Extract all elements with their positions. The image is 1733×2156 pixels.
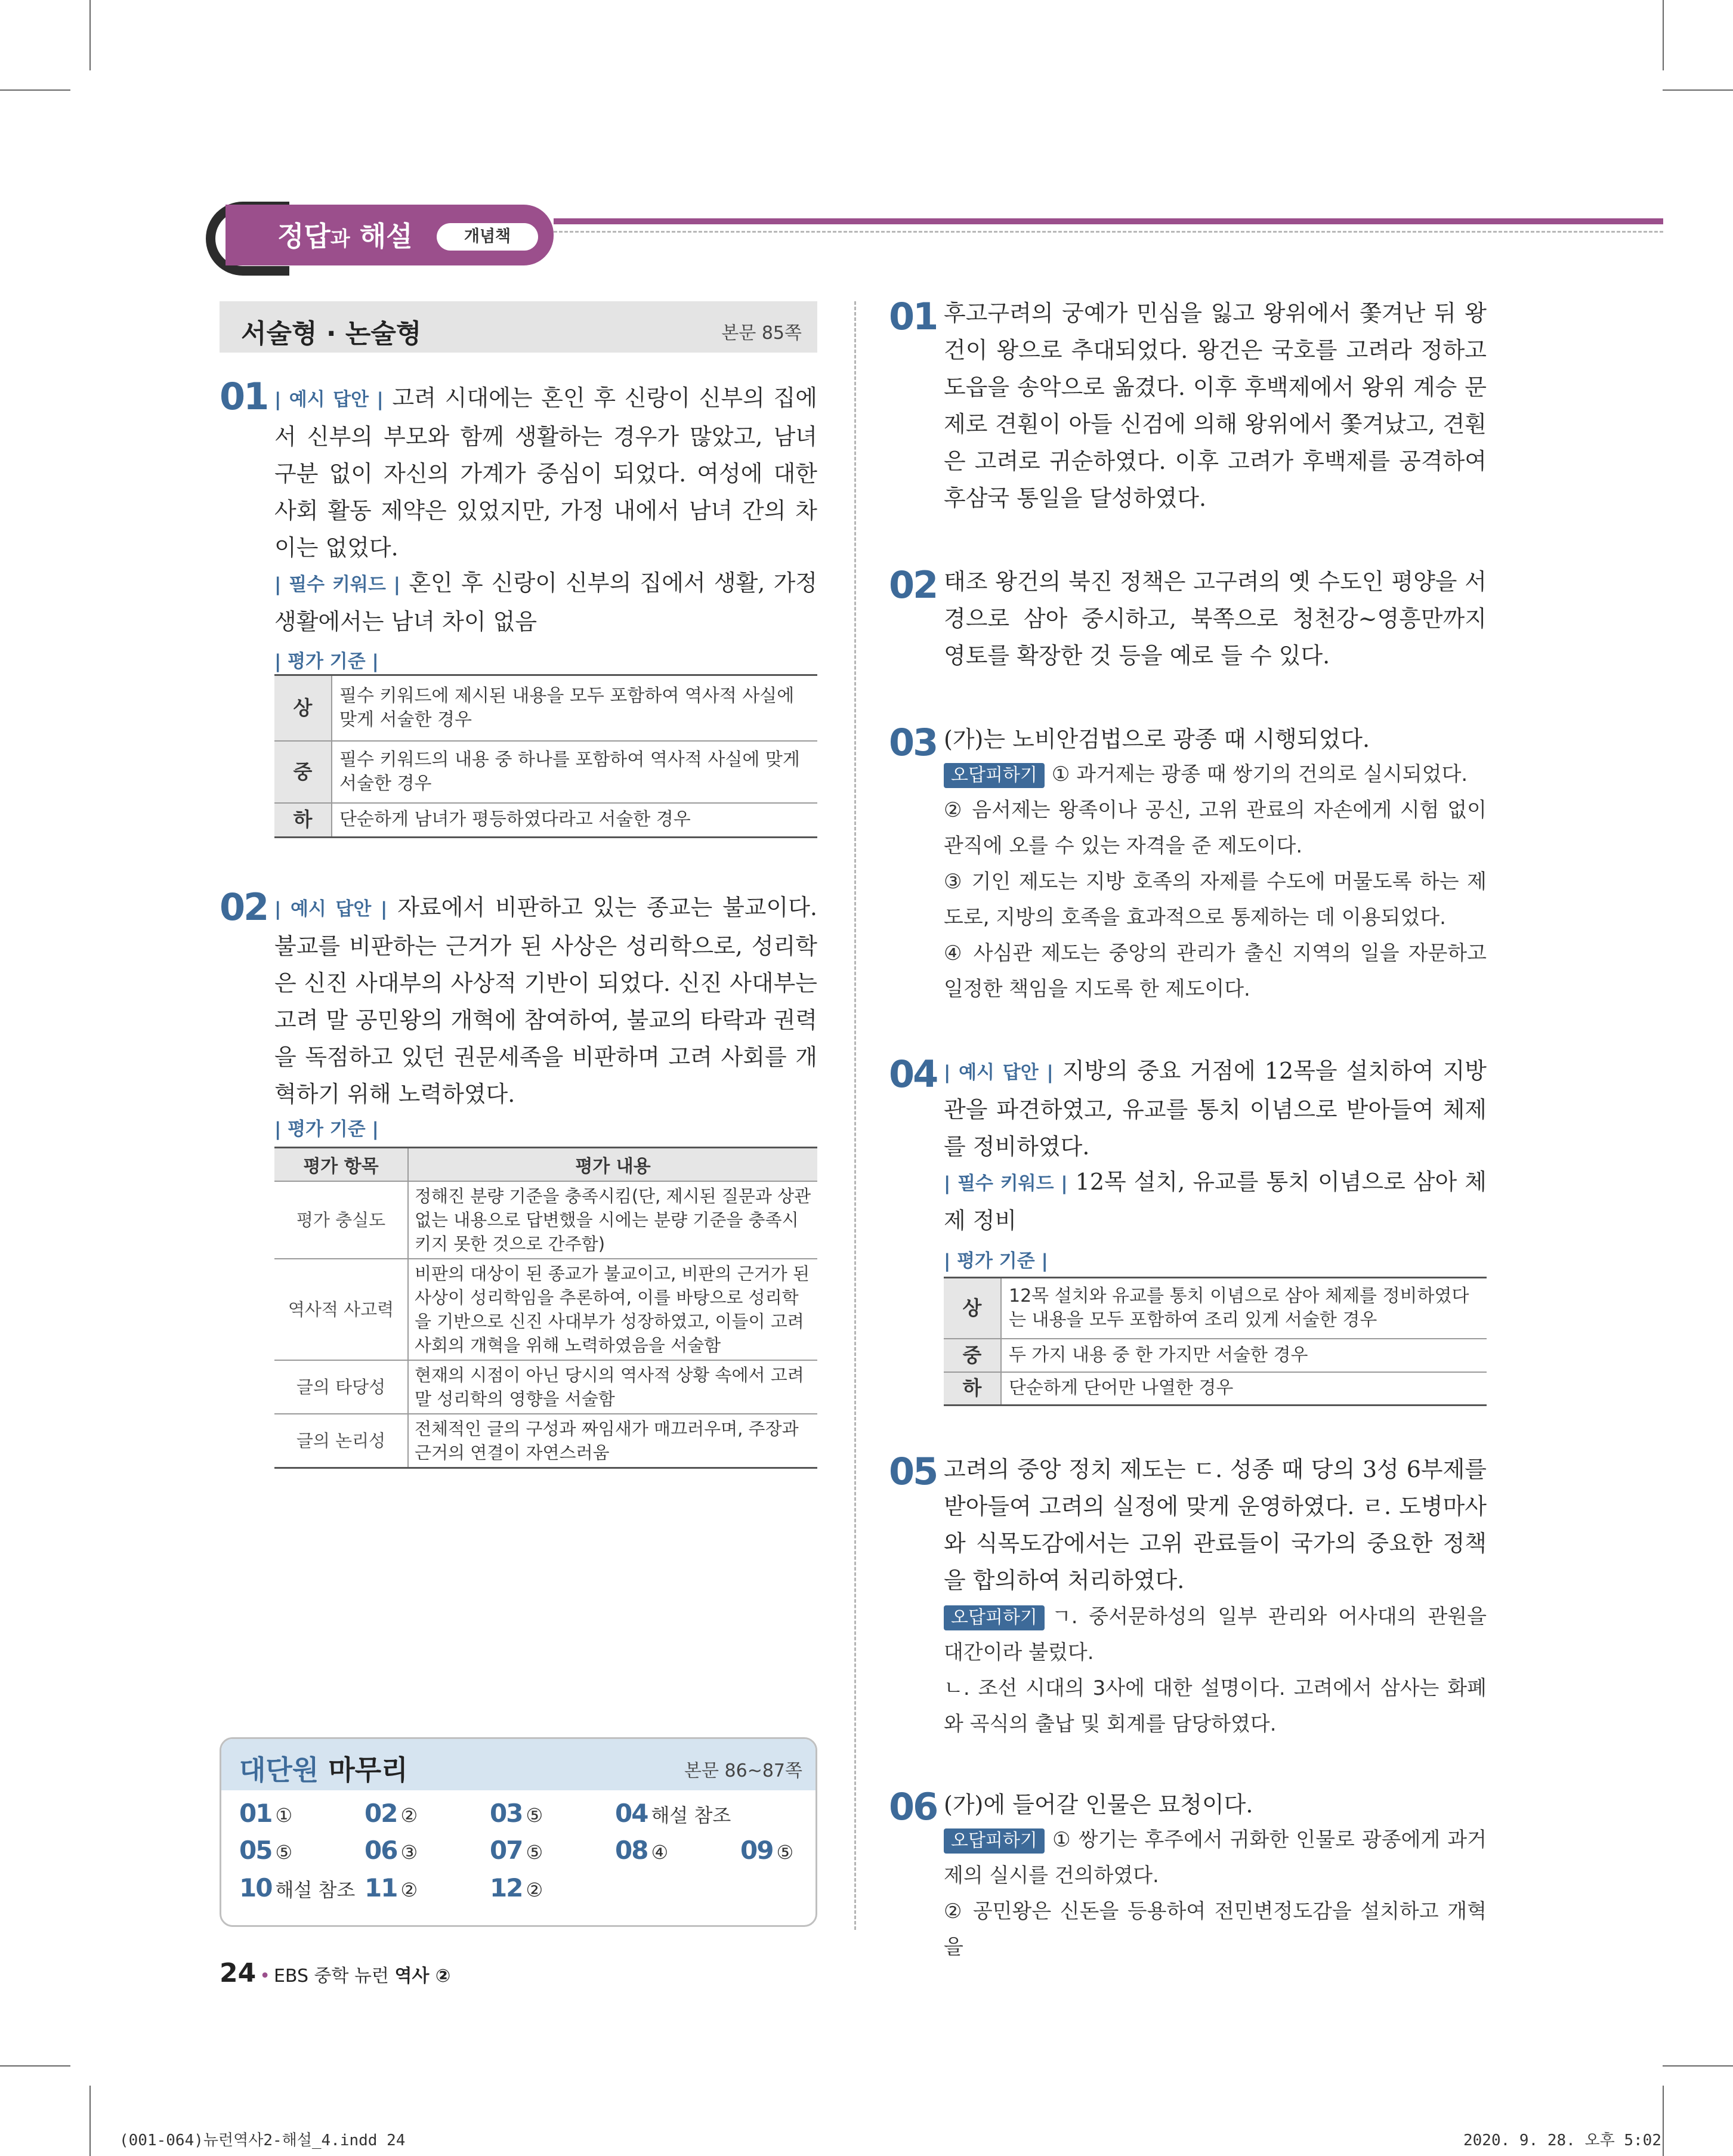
criteria-label: | 평가 기준 |	[274, 651, 379, 672]
note-line: ③ 기인 제도는 지방 호족의 자제를 수도에 머물도록 하는 제도로, 지방의 호족을 효과적으로 통제하는 데 이용되었다.	[944, 870, 1487, 929]
model-answer: | 예시 답안 | 고려 시대에는 혼인 후 신랑이 신부의 집에서 신부의 부모와 함께 생활하는 경우가 많았고, 남녀 구분 없이 자신의 가계가 중심이 되었다. 여성에 대한 사회 활동 제약은 있었지만, 가정 내에서 남녀 간의 차이는 없었다.	[274, 385, 818, 561]
eval-item: 평가 충실도	[274, 1181, 408, 1259]
question-number: 05	[889, 1450, 937, 1493]
table-row	[274, 1181, 817, 1259]
table-row	[274, 1360, 817, 1414]
summary-title: 대단원 마무리	[239, 1754, 408, 1786]
note-line: 오답피하기 ① 과거제는 광종 때 쌍기의 건의로 실시되었다.	[944, 756, 1487, 792]
print-slug-date: 2020. 9. 28. 오후 5:02	[1463, 2132, 1661, 2149]
note-line: ② 음서제는 왕족이나 공신, 고위 관료의 자손에게 시험 없이 관직에 오를 수 있는 자격을 준 제도이다.	[944, 798, 1487, 858]
crop-mark	[1663, 89, 1733, 91]
answer-item: 05 ⑤	[239, 1836, 293, 1865]
book-badge: 개념책	[437, 223, 538, 251]
book-title: EBS 중학 뉴런	[273, 1966, 395, 1987]
header-dash-rule	[554, 231, 1663, 233]
answer-item: 11 ②	[364, 1873, 418, 1902]
table-row	[944, 1372, 1487, 1406]
explanation-text: (가)에 들어갈 인물은 묘청이다.	[944, 1791, 1253, 1818]
eval-desc: 정해진 분량 기준을 충족시킴(단, 제시된 질문과 상관없는 내용으로 답변했을 시에는 분량 기준을 충족시키지 못한 것으로 간주함)	[408, 1181, 817, 1259]
question-number: 04	[889, 1052, 937, 1096]
grade-desc: 단순하게 남녀가 평등하였다라고 서술한 경우	[332, 803, 817, 838]
column-divider	[854, 301, 856, 1930]
table-row	[274, 1259, 817, 1360]
grade-cell: 하	[274, 803, 332, 838]
wrong-answer-notes	[944, 1822, 1487, 1965]
avoid-wrong-badge: 오답피하기	[944, 1605, 1045, 1630]
grade-desc: 단순하게 단어만 나열한 경우	[1001, 1372, 1487, 1406]
explanation-text: (가)는 노비안검법으로 광종 때 시행되었다.	[944, 726, 1370, 752]
header-rule	[554, 218, 1663, 224]
model-answer: | 예시 답안 | 지방의 중요 거점에 12목을 설치하여 지방관을 파견하였고, 유교를 통치 이념으로 받아들여 체제를 정비하였다.	[944, 1058, 1487, 1160]
section-title: 서술형 · 논술형	[241, 319, 422, 349]
grade-cell: 하	[944, 1372, 1001, 1406]
page-number: 24	[220, 1958, 257, 1988]
answer-tag: | 예시 답안 |	[274, 389, 384, 410]
answer-item: 01 ①	[239, 1799, 293, 1828]
crop-mark	[89, 0, 91, 70]
model-answer: | 예시 답안 | 자료에서 비판하고 있는 종교는 불교이다. 불교를 비판하는 근거가 된 사상은 성리학으로, 성리학은 신진 사대부의 사상적 기반이 되었다. 신진 사대부는 고려 말 공민왕의 개혁에 참여하여, 불교의 타락과 권력을 독점하고 있던 권문세족을 비판하며 고려 사회를 개혁하기 위해 노력하였다.	[274, 894, 817, 1107]
page-footer	[220, 1958, 450, 1988]
column-header: 평가 항목	[274, 1148, 408, 1181]
grade-desc: 필수 키워드에 제시된 내용을 모두 포함하여 역사적 사실에 맞게 서술한 경우	[332, 675, 817, 741]
answer-item: 10 해설 참조	[239, 1873, 356, 1902]
table-row	[944, 1339, 1487, 1372]
crop-mark	[0, 2065, 70, 2067]
print-slug-file: (001-064)뉴런역사2-해설_4.indd 24	[119, 2132, 406, 2149]
grade-table	[944, 1277, 1487, 1406]
question-number: 01	[220, 375, 268, 418]
book-title-bold: 역사 ②	[394, 1966, 451, 1987]
page-title: 정답과 해설	[277, 220, 413, 252]
grade-table	[274, 674, 817, 838]
eval-item: 글의 논리성	[274, 1414, 408, 1468]
question-number: 02	[220, 885, 268, 929]
eval-item: 역사적 사고력	[274, 1259, 408, 1360]
summary-header	[221, 1739, 815, 1790]
evaluation-table	[274, 1147, 817, 1469]
bullet-icon: •	[260, 1966, 270, 1987]
table-row	[944, 1278, 1487, 1339]
avoid-wrong-badge: 오답피하기	[944, 1828, 1045, 1854]
crop-mark	[1663, 0, 1664, 70]
question-number: 03	[889, 721, 937, 764]
answer-tag: | 예시 답안 |	[944, 1062, 1054, 1083]
summary-page-ref: 본문 86~87쪽	[684, 1760, 802, 1781]
required-keyword: | 필수 키워드 | 12목 설치, 유교를 통치 이념으로 삼아 체제 정비	[944, 1169, 1487, 1234]
table-row	[274, 803, 817, 838]
table-row	[274, 675, 817, 741]
question-number: 01	[889, 295, 937, 338]
table-row	[274, 741, 817, 803]
explanation-text: 후고구려의 궁예가 민심을 잃고 왕위에서 쫓겨난 뒤 왕건이 왕으로 추대되었다. 왕건은 국호를 고려라 정하고 도읍을 송악으로 옮겼다. 이후 후백제에서 왕위 계승 문제로 견훤이 아들 신검에 의해 왕위에서 쫓겨났고, 견훤은 고려로 귀순하였다. 이후 고려가 후백제를 공격하여 후삼국 통일을 달성하였다.	[944, 300, 1487, 511]
unit-summary-box	[220, 1737, 817, 1927]
keyword-tag: | 필수 키워드 |	[274, 574, 401, 595]
note-line: ㄴ. 조선 시대의 3사에 대한 설명이다. 고려에서 삼사는 화폐와 곡식의 출납 및 회계를 담당하였다.	[944, 1676, 1487, 1736]
grade-cell: 상	[274, 675, 332, 741]
answer-item: 03 ⑤	[490, 1799, 543, 1828]
keyword-tag: | 필수 키워드 |	[944, 1173, 1068, 1194]
grade-desc: 12목 설치와 유교를 통치 이념으로 삼아 체제를 정비하였다는 내용을 모두 포함하여 조리 있게 서술한 경우	[1001, 1278, 1487, 1339]
question-number: 06	[889, 1785, 937, 1828]
question-number: 02	[889, 563, 937, 607]
answer-tag: | 예시 답안 |	[274, 898, 388, 920]
table-header-row	[274, 1148, 817, 1181]
required-keyword: | 필수 키워드 | 혼인 후 신랑이 신부의 집에서 생활, 가정생활에서는 남녀 차이 없음	[274, 570, 817, 635]
crop-mark	[1663, 2086, 1664, 2156]
eval-item: 글의 타당성	[274, 1360, 408, 1414]
section-header	[220, 301, 817, 353]
answer-item: 07 ⑤	[490, 1836, 543, 1865]
answer-item: 09 ⑤	[740, 1836, 794, 1865]
wrong-answer-notes	[944, 1599, 1487, 1742]
section-page-ref: 본문 85쪽	[721, 323, 802, 344]
crop-mark	[0, 89, 70, 91]
explanation-text: 고려의 중앙 정치 제도는 ㄷ. 성종 때 당의 3성 6부제를 받아들여 고려의 실정에 맞게 운영하였다. ㄹ. 도병마사와 식목도감에서는 고위 관료들이 국가의 중요한 정책을 합의하여 처리하였다.	[944, 1456, 1487, 1593]
crop-mark	[1663, 2065, 1733, 2067]
note-line: ④ 사심관 제도는 중앙의 관리가 출신 지역의 일을 자문하고 일정한 책임을 지도록 한 제도이다.	[944, 941, 1487, 1001]
note-line: ② 공민왕은 신돈을 등용하여 전민변정도감을 설치하고 개혁을	[944, 1899, 1487, 1959]
grade-cell: 중	[274, 741, 332, 803]
criteria-label: | 평가 기준 |	[944, 1250, 1048, 1272]
explanation-text: 태조 왕건의 북진 정책은 고구려의 옛 수도인 평양을 서경으로 삼아 중시하고, 북쪽으로 청천강~영흥만까지 영토를 확장한 것 등을 예로 들 수 있다.	[944, 569, 1487, 669]
note-line: 오답피하기 ㄱ. 중서문하성의 일부 관리와 어사대의 관원을 대간이라 불렀다.	[944, 1605, 1487, 1664]
grade-desc: 필수 키워드의 내용 중 하나를 포함하여 역사적 사실에 맞게 서술한 경우	[332, 741, 817, 803]
eval-desc: 비판의 대상이 된 종교가 불교이고, 비판의 근거가 된 사상이 성리학임을 추론하여, 이를 바탕으로 성리학을 기반으로 신진 사대부가 성장하였고, 이들이 고려 사회의 개혁을 위해 노력하였음을 서술함	[408, 1259, 817, 1360]
note-line: 오답피하기 ① 쌍기는 후주에서 귀화한 인물로 광종에게 과거제의 실시를 건의하였다.	[944, 1828, 1487, 1888]
grade-cell: 중	[944, 1339, 1001, 1372]
eval-desc: 전체적인 글의 구성과 짜임새가 매끄러우며, 주장과 근거의 연결이 자연스러움	[408, 1414, 817, 1468]
answer-item: 04 해설 참조	[615, 1799, 731, 1828]
avoid-wrong-badge: 오답피하기	[944, 763, 1045, 788]
grade-cell: 상	[944, 1278, 1001, 1339]
column-header: 평가 내용	[408, 1148, 817, 1181]
grade-desc: 두 가지 내용 중 한 가지만 서술한 경우	[1001, 1339, 1487, 1372]
wrong-answer-notes	[944, 756, 1487, 1007]
answer-item: 06 ③	[364, 1836, 418, 1865]
answer-item: 02 ②	[364, 1799, 418, 1828]
crop-mark	[89, 2086, 91, 2156]
answer-item: 12 ②	[490, 1873, 543, 1902]
answer-item: 08 ④	[615, 1836, 669, 1865]
eval-desc: 현재의 시점이 아닌 당시의 역사적 상황 속에서 고려 말 성리학의 영향을 서술함	[408, 1360, 817, 1414]
table-row	[274, 1414, 817, 1468]
criteria-label: | 평가 기준 |	[274, 1119, 379, 1140]
